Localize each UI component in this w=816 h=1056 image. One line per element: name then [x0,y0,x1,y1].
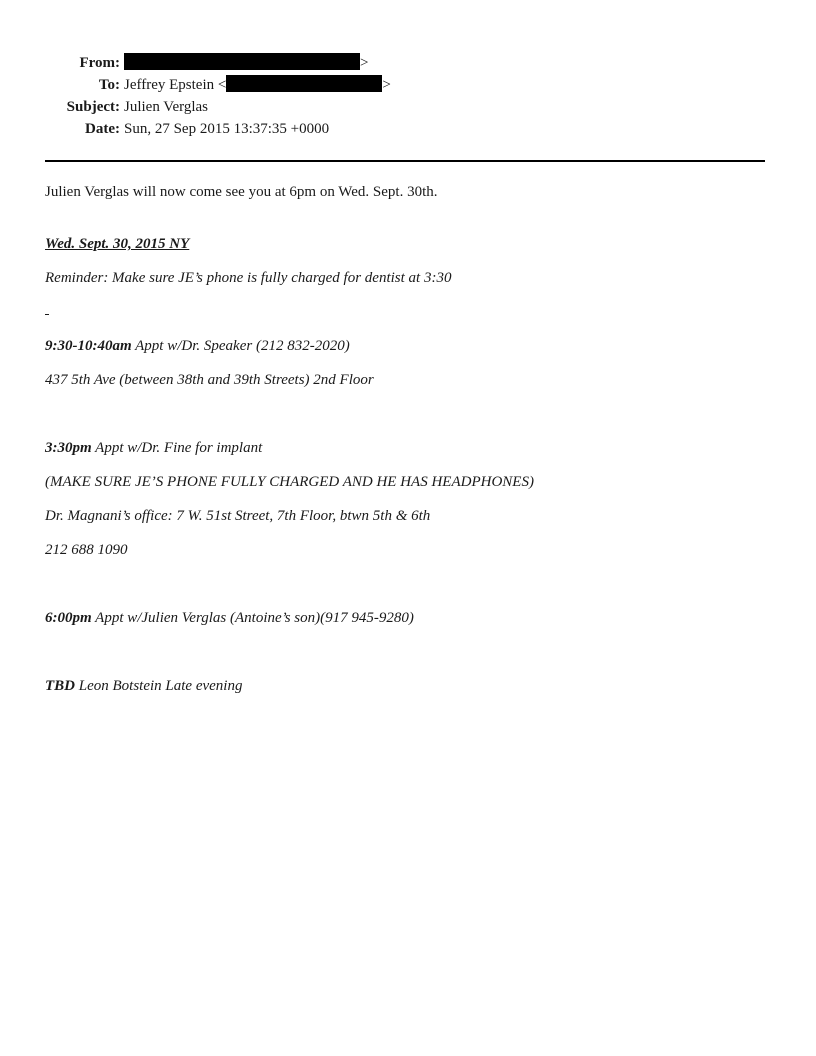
appt-4 [45,676,242,696]
appt-2-office: Dr. Magnani’s office: 7 W. 51st Street, 7th Floor, btwn 5th & 6th [45,508,431,524]
from-label: From: [79,55,120,71]
header-divider [45,160,765,162]
appt-1-desc: Appt w/Dr. Speaker (212 832-2020) [131,338,350,354]
spacer-mark [45,300,49,321]
intro-text: Julien Verglas will now come see you at 6pm on Wed. Sept. 30th. [45,184,438,200]
to-value [124,74,391,96]
appt-2-phone: 212 688 1090 [45,542,128,558]
appt-2-desc: Appt w/Dr. Fine for implant [91,440,263,456]
redacted-email [226,75,382,92]
to-label: To: [98,77,120,93]
appt-2 [45,438,262,458]
appt-3 [45,608,414,628]
subject-value: Julien Verglas [124,99,209,115]
appt-1-time: 9:30-10:40am [45,338,132,354]
subject-label: Subject: [66,99,120,115]
redacted-email [124,53,360,70]
from-value [124,52,368,74]
day-heading: Wed. Sept. 30, 2015 NY [45,236,190,252]
appt-3-time: 6:00pm [45,610,92,626]
date-value: Sun, 27 Sep 2015 13:37:35 +0000 [124,121,330,137]
appt-2-note: (MAKE SURE JE’S PHONE FULLY CHARGED AND HE HAS HEADPHONES) [45,474,534,490]
appt-2-time: 3:30pm [45,440,92,456]
from-suffix: > [360,55,369,71]
appt-4-time: TBD [45,678,75,694]
appt-1 [45,336,350,356]
date-label: Date: [85,121,120,137]
appt-4-desc: Leon Botstein Late evening [75,678,243,694]
underscore-mark [45,300,49,315]
reminder-text: Reminder: Make sure JE’s phone is fully charged for dentist at 3:30 [45,270,452,286]
appt-3-desc: Appt w/Julien Verglas (Antoine’s son)(917 945-9280) [91,610,414,626]
appt-1-address: 437 5th Ave (between 38th and 39th Streets) 2nd Floor [45,372,374,388]
to-suffix: > [382,77,391,93]
to-name: Jeffrey Epstein < [124,77,227,93]
